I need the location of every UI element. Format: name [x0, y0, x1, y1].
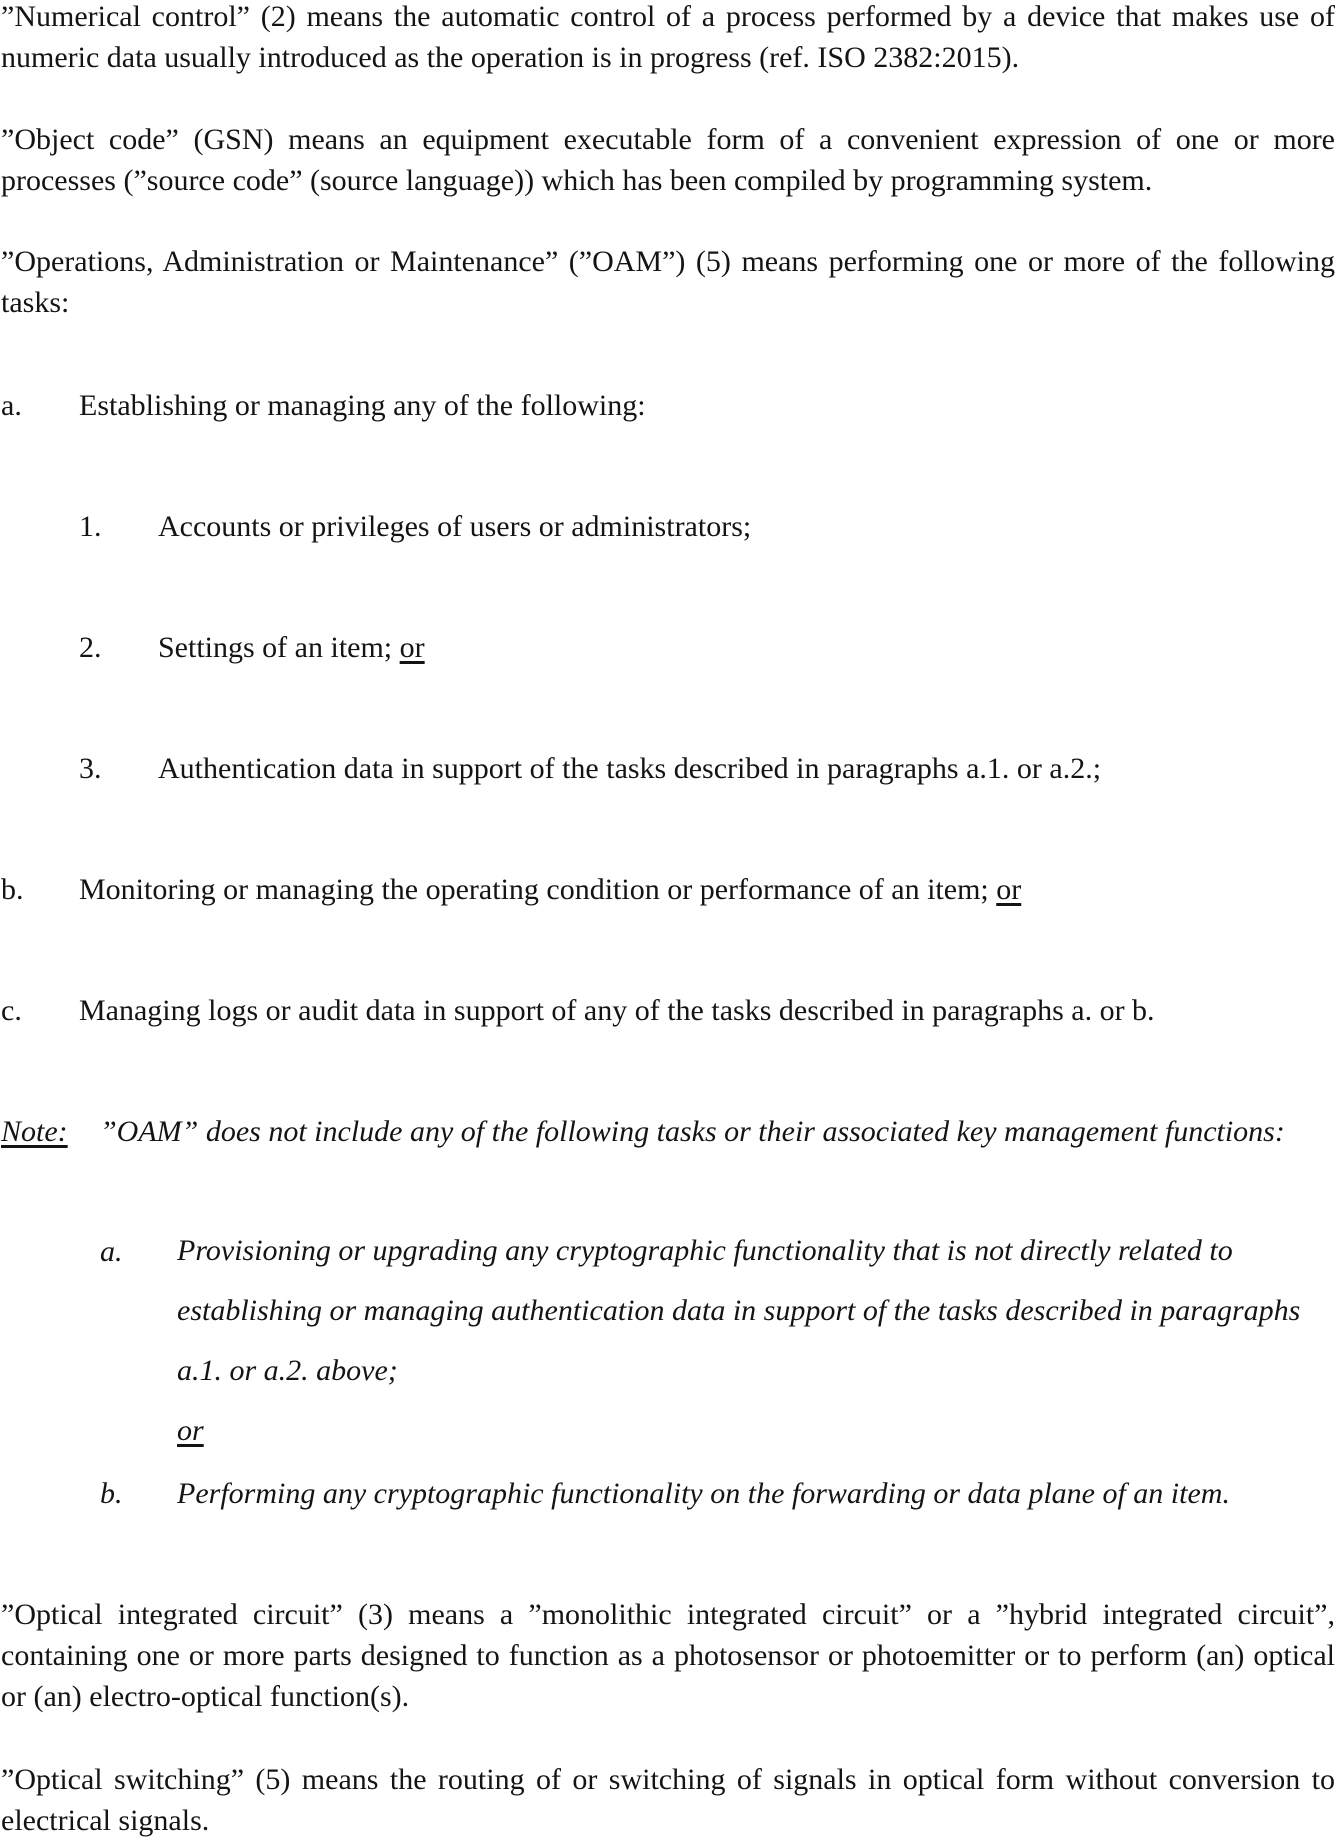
list-marker: 3. [79, 752, 102, 785]
conjunction-or: or [996, 873, 1022, 906]
oam-item-a2 [0, 627, 1338, 668]
definition-numerical-control: ”Numerical control” (2) means the automatic control of a process performed by a device that makes use of numeric data usually introduced as the operation is in progress (ref. ISO 2382:2015). [1, 0, 1335, 74]
note-item-text: Performing any cryptographic functionality on the forwarding or data plane of an item. [177, 1477, 1230, 1510]
oam-note [0, 1111, 1338, 1152]
list-item-text: Authentication data in support of the tasks described in paragraphs a.1. or a.2.; [158, 752, 1102, 785]
oam-item-a1 [0, 506, 1338, 547]
list-marker: 1. [79, 510, 102, 543]
conjunction-or: or [177, 1414, 204, 1447]
oam-item-c [0, 990, 1338, 1031]
note-item-a: Provisioning or upgrading any cryptographic functionality that is not directly related to establishing or managing authentication data in support of the tasks described in paragraphs a.1. or a.2. above; or [177, 1234, 1301, 1447]
list-item-text: Establishing or managing any of the following: [79, 389, 646, 422]
note-list-marker: a. [100, 1235, 123, 1268]
list-item-text: Settings of an item; or [158, 631, 425, 664]
oam-item-b [0, 869, 1338, 910]
note-label: Note: [1, 1115, 68, 1148]
definition-optical-integrated-circuit: ”Optical integrated circuit” (3) means a ”monolithic integrated circuit” or a ”hybrid integrated circuit”, containing one or more parts designed to function as a photosensor or photoemitter or to perform (an) optical or (an) electro-optical function(s). [1, 1598, 1335, 1713]
list-item-text: Monitoring or managing the operating condition or performance of an item; or [79, 873, 1022, 906]
list-item-text: Accounts or privileges of users or administrators; [158, 510, 752, 543]
definition-object-code: ”Object code” (GSN) means an equipment executable form of a convenient expression of one or more processes (”source code” (source language)) which has been compiled by programming system. [1, 123, 1335, 197]
list-marker: 2. [79, 631, 102, 664]
definition-oam-intro: ”Operations, Administration or Maintenance” (”OAM”) (5) means performing one or more of the following tasks: [1, 245, 1335, 319]
note-list-marker: b. [100, 1477, 123, 1510]
list-marker: a. [1, 389, 22, 422]
list-marker: b. [1, 873, 24, 906]
oam-item-a [0, 385, 1338, 426]
oam-item-a3 [0, 748, 1338, 789]
list-item-text: Managing logs or audit data in support of any of the tasks described in paragraphs a. or b. [79, 994, 1155, 1027]
note-item-b [0, 1473, 1338, 1514]
note-text: ”OAM” does not include any of the following tasks or their associated key management functions: [100, 1115, 1285, 1148]
conjunction-or: or [399, 631, 425, 664]
list-marker: c. [1, 994, 22, 1027]
definition-optical-switching: ”Optical switching” (5) means the routing of or switching of signals in optical form without conversion to electrical signals. [1, 1763, 1335, 1837]
